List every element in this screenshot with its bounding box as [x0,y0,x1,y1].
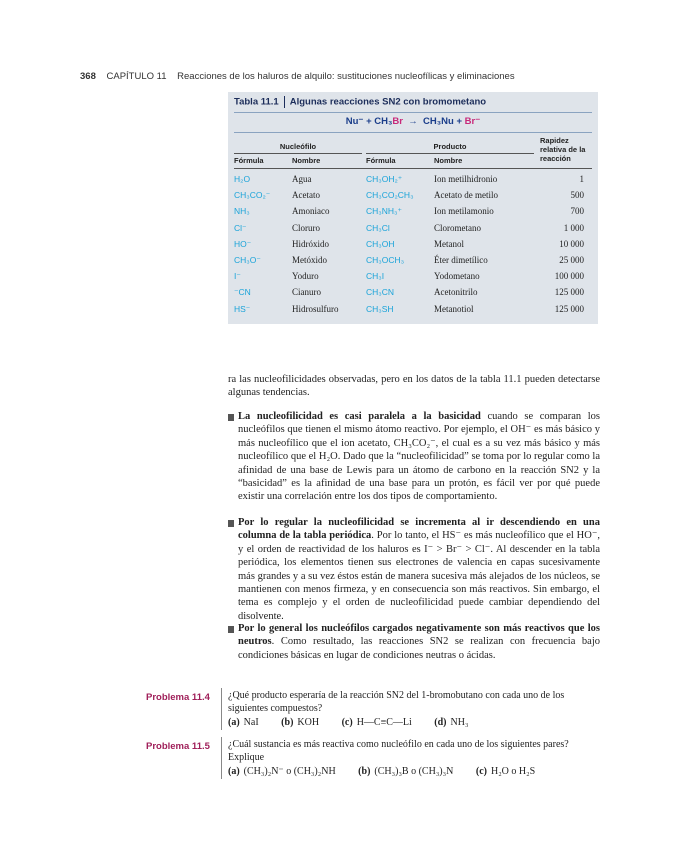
table-title: Algunas reacciones SN2 con bromometano [289,96,487,108]
nu-formula: ⁻CN [234,287,251,298]
table-row [228,206,598,222]
nu-formula: HS⁻ [234,303,251,314]
rate-value: 25 000 [559,255,584,265]
group-product: Producto [366,142,534,154]
eq-plus: + [366,116,372,127]
bullet-square-icon [228,414,234,421]
nu-name: Acetato [292,190,320,201]
rate-value: 125 000 [554,303,584,314]
prod-name: Yodometano [434,271,480,282]
problem-11-4-label: Problema 11.4 [146,692,210,703]
prod-name: Ion metilamonio [434,206,494,217]
prod-name: Metanotiol [434,303,474,314]
eq-product: CH₃Nu [423,116,454,127]
nu-name: Yoduro [292,271,319,282]
nu-formula: CH₃CO₂⁻ [234,190,271,201]
bullet-square-icon [228,520,234,527]
problem-11-4-question: ¿Qué producto esperaría de la reacción SN2 del 1-bromobutano con cada uno de los siguientes compuestos? [228,690,565,714]
prod-formula: CH₃CO₂CH₃ [366,190,414,201]
problem-11-5-question: ¿Cuál sustancia es más reactiva como nucleófilo en cada uno de los siguientes pares? Explique [228,739,569,763]
col-name-nu: Nombre [292,156,321,165]
problem-11-5-options: (a) (CH₃)₂N⁻ o (CH₃)₂NH (b) (CH₃)₃B o (CH₃)₃N (c) H₂O o H₂S [228,766,536,777]
prod-name: Metanol [434,238,464,249]
prod-formula: CH₃OH [366,238,395,249]
eq-methyl: CH₃ [374,116,393,127]
rate-value: 500 [570,190,584,201]
bullet-1: La nucleofilicidad es casi paralela a la basicidad cuando se comparan los nucleófilos que tienen el mismo átomo reactivo. Por ejemplo, el OH⁻ es más básico y más nucleofílico que el ion acetato, CH₃CO₂⁻, el cual es a su vez más básico y más nucleofílico que el H₂O. Dado que la “nucleofilicidad” se toma por lo regular como la afinidad de una base de Lewis para un átomo de carbono en la reacción SN2 y la “basicidad” es la afinidad de una base para un protón, es fácil ver por qué puede existir una correlación entre los dos tipos de comportamiento. [238,411,601,503]
table-row [228,190,598,206]
rate-value: 1 [579,174,584,184]
col-name-prod: Nombre [434,156,463,165]
prod-formula: CH₃I [366,271,385,282]
eq-bromide: Br⁻ [464,116,481,127]
nu-formula: HO⁻ [234,238,252,249]
bullet-3: Por lo general los nucleófilos cargados negativamente son más reactivos que los neutros. Como resultado, las reacciones SN2 se realizan con frecuencia bajo condiciones básicas en lugar de condiciones neutras o ácidas. [238,623,600,661]
table-row [228,304,598,320]
prod-name: Clorometano [434,222,481,233]
table-row [228,255,598,271]
nu-name: Agua [292,174,312,184]
rate-value: 100 000 [554,271,584,282]
table-label: Tabla 11.1 [234,96,279,108]
prod-formula: CH₃OH₂⁺ [366,174,403,184]
problem-11-5-label: Problema 11.5 [146,741,210,752]
reaction-equation [228,116,598,127]
rate-value: 10 000 [559,238,584,249]
eq-nucleophile: Nu⁻ [345,116,364,127]
bullet-square-icon [228,626,234,633]
prod-formula: CH₃NH₃⁺ [366,206,402,217]
rate-header: Rapidez relativa de la reacción [540,136,586,163]
bullet-2: Por lo regular la nucleofilicidad se incrementa al ir descendiendo en una columna de la tabla periódica. Por lo tanto, el HS⁻ es más nucleofílico que el HO⁻, y el orden de reactividad de los haluros es I⁻ > Br⁻ > Cl⁻. Al descender en la tabla periódica, los elementos tienen sus electrones de valencia en capas sucesivamente más grandes y a su vez éstos están de manera sucesiva más alejados de los núcleos, se mantienen con menos firmeza, y en consecuencia son más reactivos. Sin embargo, el tema es complejo y el orden de nucleofilicidad puede cambiar dependiendo del disolvente. [238,517,600,622]
nu-formula: NH₃ [234,206,250,217]
problem-11-4-options: (a) NaI (b) KOH (c) H—C≡C—Li (d) NH₃ [228,717,469,728]
intro-paragraph: ra las nucleofilicidades observadas, pero en los datos de la tabla 11.1 pueden detectarse algunas tendencias. [228,374,600,399]
rate-value: 700 [570,206,584,217]
nu-formula: I⁻ [234,271,241,282]
prod-name: Acetonitrilo [434,287,478,298]
nu-name: Cloruro [292,222,320,233]
reaction-arrow-icon: → [408,116,418,127]
col-formula-prod: Fórmula [366,156,396,165]
nu-formula: CH₃O⁻ [234,255,261,265]
table-row [228,239,598,255]
nu-name: Metóxido [292,255,327,265]
group-nucleophile: Nucleófilo [234,142,362,154]
rate-value: 1 000 [563,222,584,233]
table-row [228,287,598,303]
chapter-title: Reacciones de los haluros de alquilo: sustituciones nucleofílicas y eliminaciones [177,71,515,82]
table-11-1 [228,92,598,324]
prod-formula: CH₃Cl [366,222,390,233]
prod-formula: CH₃OCH₃ [366,255,405,265]
prod-name: Acetato de metilo [434,190,498,201]
eq-plus: + [456,116,463,127]
page-number: 368 [80,71,96,82]
eq-bromine: Br [392,116,403,127]
col-formula-nu: Fórmula [234,156,264,165]
chapter-label: CAPÍTULO 11 [106,71,167,82]
running-header [80,71,515,82]
nu-name: Cianuro [292,287,321,298]
nu-name: Hidróxido [292,238,329,249]
table-row [228,223,598,239]
prod-formula: CH₃CN [366,287,395,298]
rate-value: 125 000 [554,287,584,298]
nu-name: Amoniaco [292,206,330,217]
prod-formula: CH₃SH [366,303,394,314]
table-row [228,174,598,190]
table-caption [234,96,486,108]
nu-formula: Cl⁻ [234,222,247,233]
table-row [228,271,598,287]
nu-formula: H₂O [234,174,251,184]
prod-name: Éter dimetílico [434,255,488,265]
nu-name: Hidrosulfuro [292,303,339,314]
prod-name: Ion metilhidronio [434,174,498,184]
